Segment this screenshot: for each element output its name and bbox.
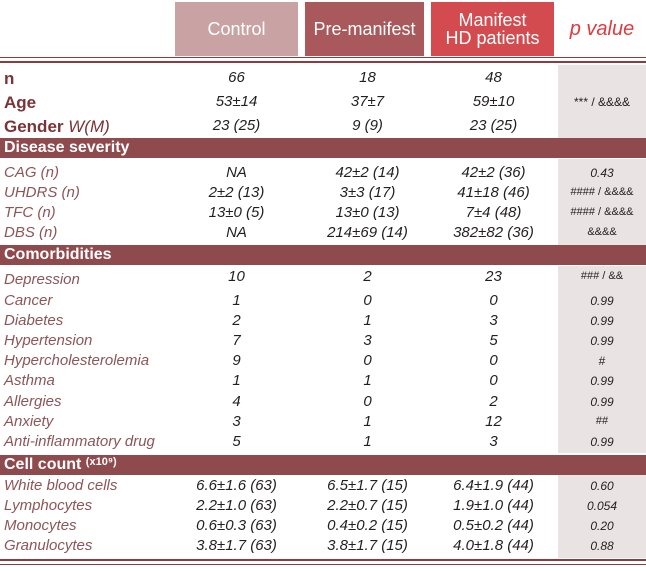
cell-control: NA xyxy=(226,164,247,181)
cell-pre-manifest: 3.8±1.7 (15) xyxy=(327,537,408,554)
cell-pre-manifest: 42±2 (14) xyxy=(335,164,400,181)
row-label xyxy=(4,117,110,137)
cell-p-value: 0.99 xyxy=(590,334,614,348)
cell-p-value: 0.054 xyxy=(586,499,618,513)
cell-pre-manifest: 18 xyxy=(359,69,376,86)
cell-pre-manifest: 1 xyxy=(363,372,372,389)
cell-p-value: 0.99 xyxy=(590,294,614,308)
header-p-value xyxy=(560,2,644,56)
row-label: Anxiety xyxy=(4,413,54,430)
cell-manifest: 3 xyxy=(489,312,498,329)
cell-pre-manifest: 214±69 (14) xyxy=(327,224,408,241)
cell-control: 6.6±1.6 (63) xyxy=(196,477,277,494)
cell-control: 53±14 xyxy=(215,93,258,110)
row-label: Hypercholesterolemia xyxy=(4,352,150,369)
cell-p-value: 0.99 xyxy=(590,435,614,449)
cell-control: NA xyxy=(226,224,247,241)
cell-p-value: 0.99 xyxy=(590,314,614,328)
cell-manifest: 0.5±0.2 (44) xyxy=(453,517,534,534)
cell-control: 1 xyxy=(232,292,241,309)
footer-rule-thick xyxy=(0,559,646,561)
cell-p-value: # xyxy=(598,354,606,368)
section-title xyxy=(4,456,117,474)
cell-manifest: 12 xyxy=(485,413,502,430)
cell-p-value: #### / &&&& xyxy=(570,186,634,198)
cell-control: 66 xyxy=(228,69,245,86)
cell-pre-manifest: 2 xyxy=(363,268,372,285)
cell-control: 2 xyxy=(232,312,241,329)
row-label: CAG (n) xyxy=(4,164,60,181)
header-control xyxy=(175,2,298,56)
cell-pre-manifest: 13±0 (13) xyxy=(335,204,400,221)
cell-p-value: 0.43 xyxy=(590,166,614,180)
cell-control: 7 xyxy=(232,332,241,349)
cell-manifest: 23 (25) xyxy=(469,117,518,134)
cell-pre-manifest: 9 (9) xyxy=(352,117,383,134)
cell-p-value: 0.88 xyxy=(590,539,614,553)
cell-manifest: 2 xyxy=(489,393,498,410)
row-label: Granulocytes xyxy=(4,537,93,554)
section-disease-severity xyxy=(0,138,646,158)
row-label: n xyxy=(4,69,15,88)
cell-control: 4 xyxy=(232,393,241,410)
cell-pre-manifest: 0.4±0.2 (15) xyxy=(327,517,408,534)
row-label: Anti-inflammatory drug xyxy=(4,433,155,450)
cell-pre-manifest: 1 xyxy=(363,433,372,450)
header-pre-manifest-label: Pre-manifest xyxy=(313,19,416,39)
row-label-suffix: W(M) xyxy=(68,117,110,136)
footer-rule-thin xyxy=(0,564,646,565)
section-title: Comorbidities xyxy=(4,246,112,263)
row-label: Asthma xyxy=(4,372,55,389)
section-title-text: Cell count xyxy=(4,456,82,473)
cell-p-value: *** / &&&& xyxy=(573,95,631,109)
cell-p-value: #### / &&&& xyxy=(570,206,634,218)
cell-control: 3 xyxy=(232,413,241,430)
cell-p-value: 0.99 xyxy=(590,395,614,409)
cell-manifest: 59±10 xyxy=(472,93,515,110)
cell-control: 5 xyxy=(232,433,241,450)
row-label: Cancer xyxy=(4,292,53,309)
cell-pre-manifest: 37±7 xyxy=(350,93,385,110)
cell-manifest: 42±2 (36) xyxy=(461,164,526,181)
cell-control: 9 xyxy=(232,352,241,369)
cell-manifest: 7±4 (48) xyxy=(465,204,522,221)
cell-control: 0.6±0.3 (63) xyxy=(196,517,277,534)
cell-p-value: ## xyxy=(595,415,609,427)
section-title-unit: (x10⁹) xyxy=(85,456,117,468)
cell-manifest: 41±18 (46) xyxy=(457,184,530,201)
cell-manifest: 3 xyxy=(489,433,498,450)
cell-control: 13±0 (5) xyxy=(208,204,265,221)
cell-pre-manifest: 1 xyxy=(363,312,372,329)
row-label: Allergies xyxy=(4,393,62,410)
row-label: Hypertension xyxy=(4,332,93,349)
cell-manifest: 0 xyxy=(489,352,498,369)
cell-manifest: 48 xyxy=(485,69,502,86)
header-control-label: Control xyxy=(207,19,266,39)
cell-manifest: 4.0±1.8 (44) xyxy=(453,537,534,554)
cell-p-value: ### / && xyxy=(580,270,624,282)
cell-manifest: 5 xyxy=(489,332,498,349)
header-rule-thin xyxy=(0,57,646,58)
row-label-text: Gender xyxy=(4,117,64,136)
row-label: Lymphocytes xyxy=(4,497,93,514)
cell-p-value: 0.60 xyxy=(590,479,614,493)
section-title: Disease severity xyxy=(4,139,130,156)
header-manifest xyxy=(431,2,554,56)
row-label: Age xyxy=(4,93,37,112)
cell-control: 23 (25) xyxy=(212,117,261,134)
cell-p-value: 0.99 xyxy=(590,374,614,388)
row-label: DBS (n) xyxy=(4,224,58,241)
cell-pre-manifest: 1 xyxy=(363,413,372,430)
cell-manifest: 6.4±1.9 (44) xyxy=(453,477,534,494)
cell-manifest: 0 xyxy=(489,372,498,389)
cell-pre-manifest: 6.5±1.7 (15) xyxy=(327,477,408,494)
cell-manifest: 382±82 (36) xyxy=(453,224,534,241)
cell-control: 10 xyxy=(228,268,245,285)
cell-pre-manifest: 2.2±0.7 (15) xyxy=(327,497,408,514)
header-p-value-label: p value xyxy=(569,17,635,40)
cell-control: 2.2±1.0 (63) xyxy=(196,497,277,514)
cell-control: 2±2 (13) xyxy=(208,184,265,201)
cell-pre-manifest: 3 xyxy=(363,332,372,349)
cell-p-value: &&&& xyxy=(587,226,617,238)
header-pre-manifest xyxy=(305,2,424,56)
cell-pre-manifest: 0 xyxy=(363,352,372,369)
row-label: Monocytes xyxy=(4,517,77,534)
header-manifest-label-1: Manifest xyxy=(458,10,527,30)
section-cell-count xyxy=(0,455,646,475)
header-rule-thick xyxy=(0,61,646,63)
cell-manifest: 0 xyxy=(489,292,498,309)
row-label: Depression xyxy=(4,271,80,288)
cell-manifest: 1.9±1.0 (44) xyxy=(453,497,534,514)
cell-pre-manifest: 3±3 (17) xyxy=(339,184,396,201)
cell-manifest: 23 xyxy=(485,268,502,285)
cell-pre-manifest: 0 xyxy=(363,393,372,410)
cell-pre-manifest: 0 xyxy=(363,292,372,309)
row-label: Diabetes xyxy=(4,312,64,329)
row-label: TFC (n) xyxy=(4,204,56,221)
cell-control: 3.8±1.7 (63) xyxy=(196,537,277,554)
header-manifest-label-2: HD patients xyxy=(445,28,540,48)
cell-control: 1 xyxy=(232,372,241,389)
row-label: White blood cells xyxy=(4,477,118,494)
cell-p-value: 0.20 xyxy=(590,519,614,533)
row-label: UHDRS (n) xyxy=(4,184,80,201)
section-comorbidities xyxy=(0,245,646,265)
